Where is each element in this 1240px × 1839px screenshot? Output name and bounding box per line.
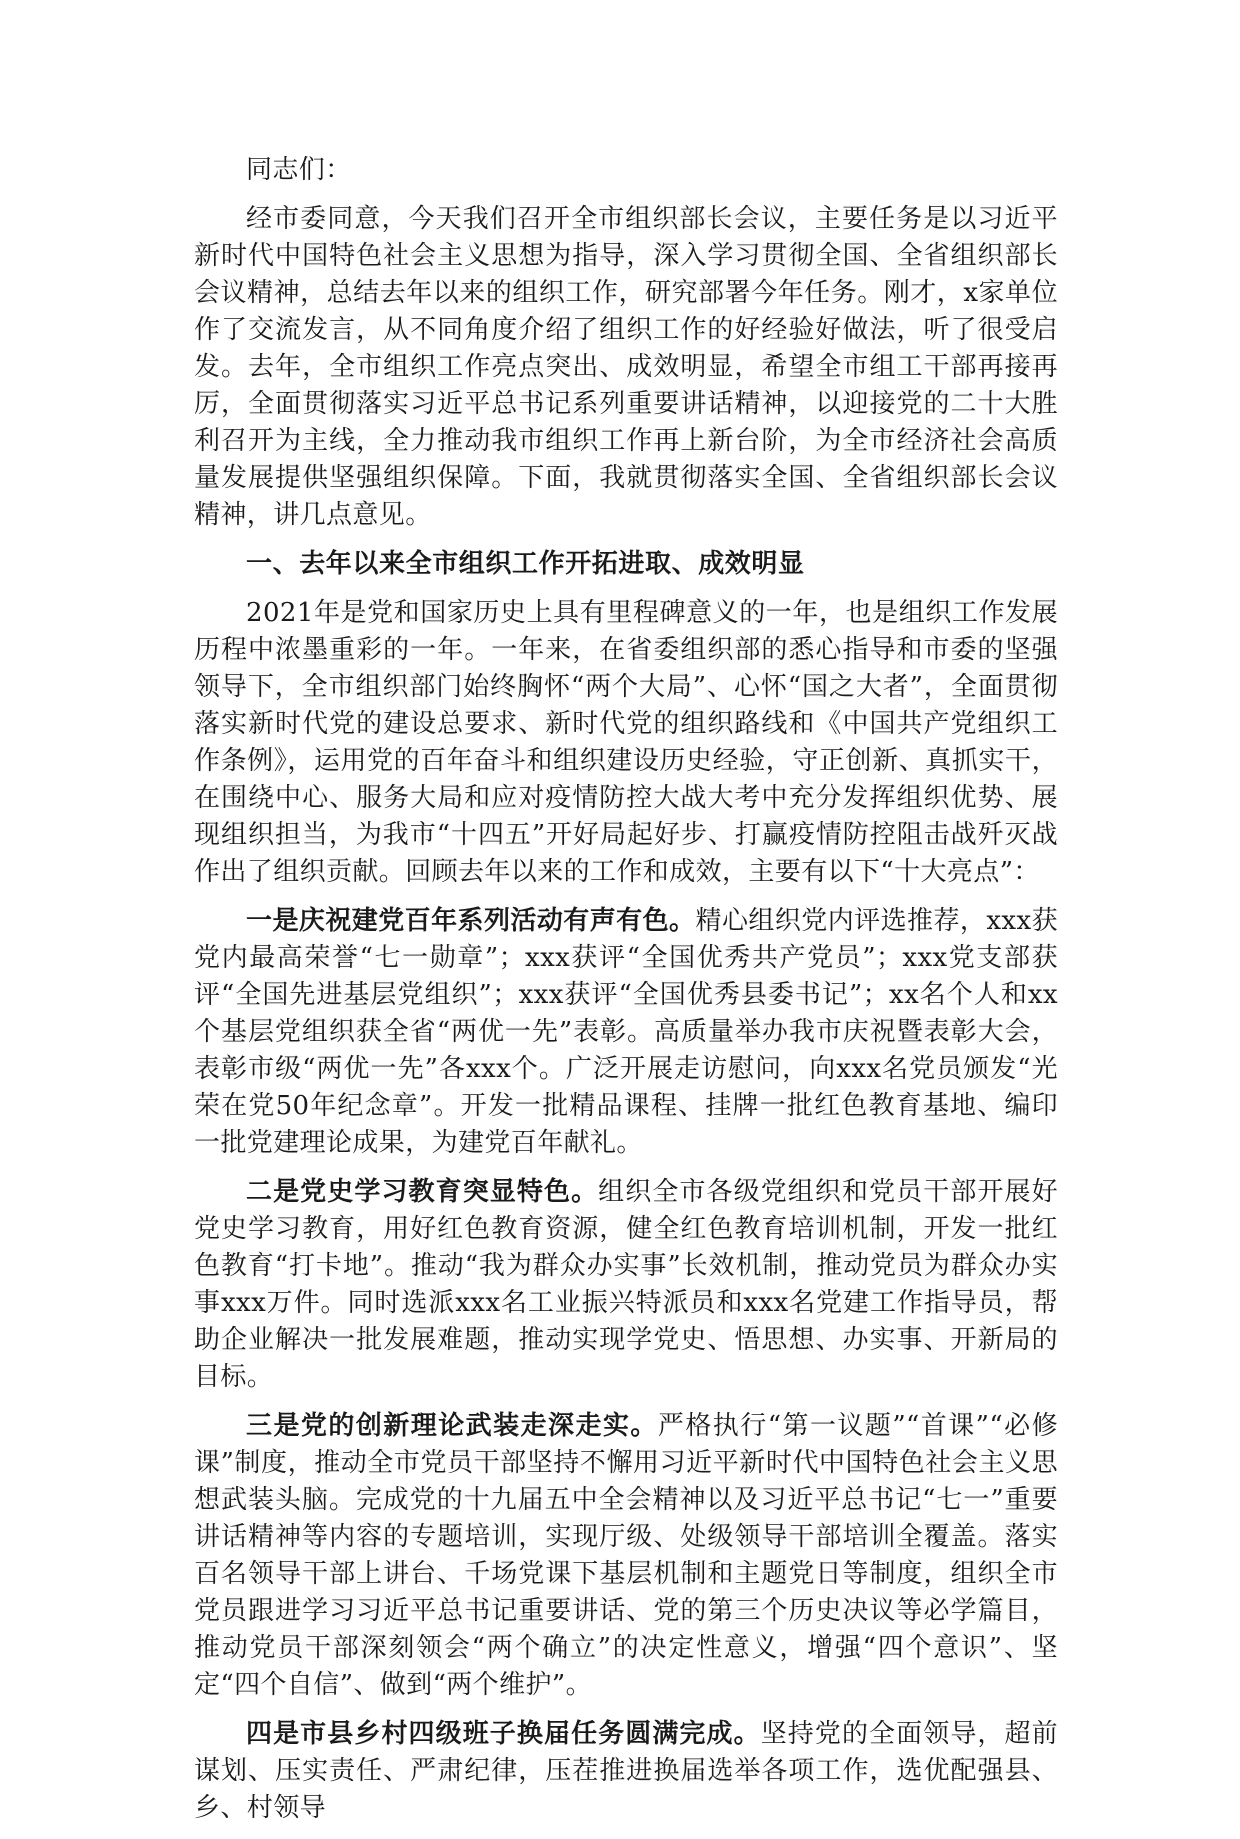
point-paragraph-3 xyxy=(194,1408,1058,1704)
section-heading: 一、去年以来全市组织工作开拓进取、成效明显 xyxy=(246,549,805,579)
point-body: 精心组织党内评选推荐，xxx获党内最高荣誉“七一勋章”；xxx获评“全国优秀共产党员”；xxx党支部获评“全国先进基层党组织”；xxx获评“全国优秀县委书记”；xx名个人和xx个基层党组织获全省“两优一先”表彰。高质量举办我市庆祝暨表彰大会，表彰市级“两优一先”各xxx个。广泛开展走访慰问，向xxx名党员颁发“光荣在党50年纪念章”。开发一批精品课程、挂牌一批红色教育基地、编印一批党建理论成果，为建党百年献礼。 xyxy=(194,906,1058,1158)
point-paragraph-4 xyxy=(194,1716,1058,1827)
point-lead: 一是庆祝建党百年系列活动有声有色。 xyxy=(246,906,696,936)
section-intro-paragraph: 2021年是党和国家历史上具有里程碑意义的一年，也是组织工作发展历程中浓墨重彩的一年。一年来，在省委组织部的悉心指导和市委的坚强领导下，全市组织部门始终胸怀“两个大局”、心怀“国之大者”，全面贯彻落实新时代党的建设总要求、新时代党的组织路线和《中国共产党组织工作条例》，运用党的百年奋斗和组织建设历史经验，守正创新、真抓实干，在围绕中心、服务大局和应对疫情防控大战大考中充分发挥组织优势、展现组织担当，为我市“十四五”开好局起好步、打赢疫情防控阻击战歼灭战作出了组织贡献。回顾去年以来的工作和成效，主要有以下“十大亮点”： xyxy=(194,598,1058,887)
point-paragraph-1 xyxy=(194,903,1058,1162)
point-paragraph-2 xyxy=(194,1174,1058,1396)
salutation: 同志们： xyxy=(246,155,352,185)
point-body: 严格执行“第一议题”“首课”“必修课”制度，推动全市党员干部坚持不懈用习近平新时代中国特色社会主义思想武装头脑。完成党的十九届五中全会精神以及习近平总书记“七一”重要讲话精神等内容的专题培训，实现厅级、处级领导干部培训全覆盖。落实百名领导干部上讲台、千场党课下基层机制和主题党日等制度，组织全市党员跟进学习习近平总书记重要讲话、党的第三个历史决议等必学篇目，推动党员干部深刻领会“两个确立”的决定性意义，增强“四个意识”、坚定“四个自信”、做到“两个维护”。 xyxy=(194,1411,1058,1700)
point-body: 组织全市各级党组织和党员干部开展好党史学习教育，用好红色教育资源，健全红色教育培训机制，开发一批红色教育“打卡地”。推动“我为群众办实事”长效机制，推动党员为群众办实事xxx万件。同时选派xxx名工业振兴特派员和xxx名党建工作指导员，帮助企业解决一批发展难题，推动实现学党史、悟思想、办实事、开新局的目标。 xyxy=(194,1177,1058,1392)
point-lead: 三是党的创新理论武装走深走实。 xyxy=(246,1411,658,1441)
intro-paragraph: 经市委同意，今天我们召开全市组织部长会议，主要任务是以习近平新时代中国特色社会主义思想为指导，深入学习贯彻全国、全省组织部长会议精神，总结去年以来的组织工作，研究部署今年任务。刚才，x家单位作了交流发言，从不同角度介绍了组织工作的好经验好做法，听了很受启发。去年，全市组织工作亮点突出、成效明显，希望全市组工干部再接再厉，全面贯彻落实习近平总书记系列重要讲话精神，以迎接党的二十大胜利召开为主线，全力推动我市组织工作再上新台阶，为全市经济社会高质量发展提供坚强组织保障。下面，我就贯彻落实全国、全省组织部长会议精神，讲几点意见。 xyxy=(194,204,1058,530)
point-lead: 四是市县乡村四级班子换届任务圆满完成。 xyxy=(246,1719,761,1749)
document-page xyxy=(194,152,1058,1839)
point-body: 坚持党的全面领导，超前谋划、压实责任、严肃纪律，压茬推进换届选举各项工作，选优配强县、乡、村领导 xyxy=(194,1719,1058,1823)
point-lead: 二是党史学习教育突显特色。 xyxy=(246,1177,599,1207)
